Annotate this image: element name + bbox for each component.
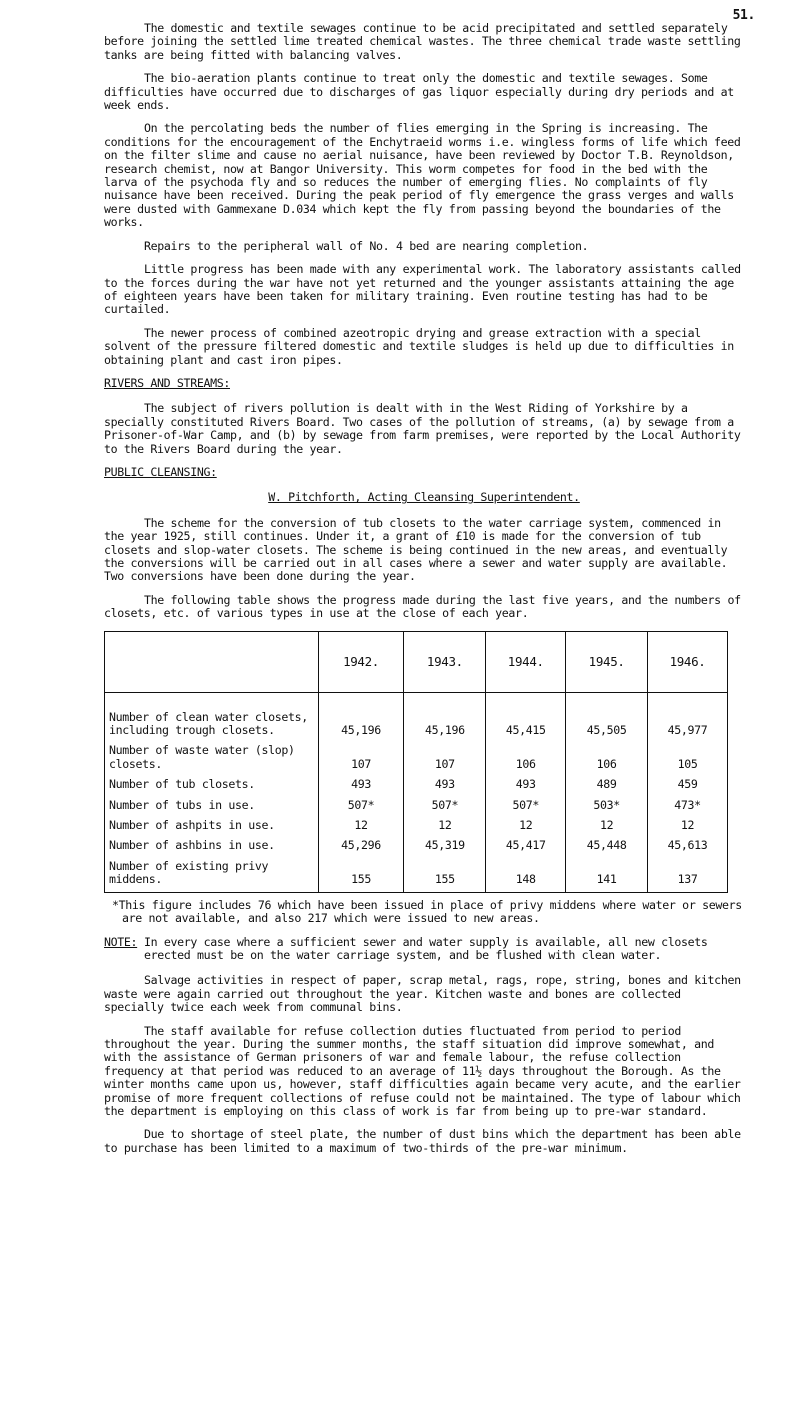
paragraph: On the percolating beds the number of flies emerging in the Spring is increasing. The conditions for the encouragement of the Enchytraeid worms i.e. wingless forms of life which feed on the filter slime and cause no aerial nuisance, have been reviewed by Doctor T.B. Reynoldson, research chemist, now at Bangor University. This worm competes for food in the bed with the larva of the psychoda fly and so reduces the number of emerging flies. No complaints of fly nuisance have been received. During the peak period of fly emergence the grass verges and walls were dusted with Gammexane D.034 which kept the fly from passing beyond the boundaries of the works. xyxy=(104,121,741,230)
table-cell: 148 xyxy=(486,858,566,892)
note-block xyxy=(104,936,744,963)
row-label: Number of tub closets. xyxy=(105,776,319,796)
table-header-label xyxy=(105,631,319,692)
table-header-year: 1945. xyxy=(566,631,648,692)
row-label: Number of existing privy middens. xyxy=(105,858,319,892)
paragraph: The scheme for the conversion of tub closets to the water carriage system, commenced in the year 1925, still continues. Under it, a grant of £10 is made for the conversion of tub closets and slop-water closets. The scheme is being continued in the new areas, and eventually the conversions will be carried out in all cases where a sewer and water supply are available. Two conversions have been done during the year. xyxy=(104,515,728,584)
paragraph: The bio-aeration plants continue to treat only the domestic and textile sewages. Some difficulties have occurred due to discharges of gas liquor especially during dry periods and at week ends. xyxy=(104,71,734,113)
table-cell: 155 xyxy=(318,858,404,892)
note-text: In every case where a sufficient sewer and water supply is available, all new closets erected must be on the water carriage system, and be flushed with clean water. xyxy=(144,934,708,962)
table-cell: 137 xyxy=(648,858,728,892)
table-cell: 45,296 xyxy=(318,837,404,857)
table-cell: 141 xyxy=(566,858,648,892)
row-label: Number of tubs in use. xyxy=(105,797,319,817)
table-row xyxy=(105,858,728,892)
table-cell: 45,505 xyxy=(566,692,648,742)
cleansing-superintendent: W. Pitchforth, Acting Cleansing Superintendent. xyxy=(268,490,580,505)
table-cell: 45,977 xyxy=(648,692,728,742)
table-cell: 507* xyxy=(486,797,566,817)
table-cell: 507* xyxy=(404,797,486,817)
table-cell: 507* xyxy=(318,797,404,817)
table-cell: 12 xyxy=(648,817,728,837)
table-header-year: 1943. xyxy=(404,631,486,692)
table-cell: 12 xyxy=(566,817,648,837)
table-cell: 155 xyxy=(404,858,486,892)
table-cell: 473* xyxy=(648,797,728,817)
page-number: 51. xyxy=(732,8,755,23)
table-header-year: 1942. xyxy=(318,631,404,692)
table-cell: 45,448 xyxy=(566,837,648,857)
paragraph: The domestic and textile sewages continue to be acid precipitated and settled separately before joining the settled lime treated chemical wastes. The three chemical trade waste settling tanks are being fitted with balancing valves. xyxy=(104,21,741,62)
table-cell: 503* xyxy=(566,797,648,817)
table-cell: 493 xyxy=(404,776,486,796)
table-header-year: 1944. xyxy=(486,631,566,692)
table-cell: 12 xyxy=(404,817,486,837)
section-heading-cleansing: PUBLIC CLEANSING: xyxy=(104,464,217,479)
table-cell: 106 xyxy=(566,742,648,776)
paragraph: The following table shows the progress made during the last five years, and the numbers of closets, etc. of various types in use at the close of each year. xyxy=(104,592,741,621)
table-cell: 45,415 xyxy=(486,692,566,742)
row-label: Number of clean water closets, including trough closets. xyxy=(105,692,319,742)
paragraph: The newer process of combined azeotropic drying and grease extraction with a special solvent of the pressure filtered domestic and textile sludges is held up due to difficulties in obtaining plant and cast iron pipes. xyxy=(104,325,734,367)
table-row xyxy=(105,742,728,776)
paragraph: Due to shortage of steel plate, the number of dust bins which the department has been able to purchase has been limited to a maximum of two-thirds of the pre-war minimum. xyxy=(104,1127,741,1155)
table-row xyxy=(105,837,728,857)
table-cell: 489 xyxy=(566,776,648,796)
table-cell: 493 xyxy=(318,776,404,796)
table-row xyxy=(105,776,728,796)
table-row xyxy=(105,817,728,837)
paragraph: Salvage activities in respect of paper, scrap metal, rags, rope, string, bones and kitchen waste were again carried out throughout the year. Kitchen waste and bones are collected specially twice each week from communal bins. xyxy=(104,973,741,1015)
paragraph: The subject of rivers pollution is dealt with in the West Riding of Yorkshire by a specially constituted Rivers Board. Two cases of the pollution of streams, (a) by sewage from a Prisoner-of-War Camp, and (b) by sewage from farm premises, were reported by the Local Authority to the Rivers Board during the year. xyxy=(104,401,741,456)
row-label: Number of waste water (slop) closets. xyxy=(105,742,319,776)
table-cell: 459 xyxy=(648,776,728,796)
paragraph: Repairs to the peripheral wall of No. 4 bed are nearing completion. xyxy=(144,238,589,253)
table-cell: 12 xyxy=(318,817,404,837)
table-cell: 45,196 xyxy=(404,692,486,742)
table-cell: 45,196 xyxy=(318,692,404,742)
table-cell: 107 xyxy=(318,742,404,776)
table-cell: 45,319 xyxy=(404,837,486,857)
table-header-row xyxy=(105,631,728,692)
table-cell: 105 xyxy=(648,742,728,776)
table-header-year: 1946. xyxy=(648,631,728,692)
section-heading-rivers: RIVERS AND STREAMS: xyxy=(104,375,230,390)
row-label: Number of ashbins in use. xyxy=(105,837,319,857)
table-cell: 45,417 xyxy=(486,837,566,857)
paragraph: The staff available for refuse collection duties fluctuated from period to period throughout the year. During the summer months, the staff situation did improve somewhat, and with the assistance of German prisoners of war and female labour, the refuse collection frequency at that period was reduced to an average of 11½ days throughout the Borough. As the winter months came upon us, however, staff difficulties again became very acute, and the earlier promise of more frequent collections of refuse could not be maintained. The type of labour which the department is employing on this class of work is far from being up to pre-war standard. xyxy=(104,1023,741,1118)
document-body xyxy=(104,22,744,1165)
table-cell: 12 xyxy=(486,817,566,837)
paragraph: Little progress has been made with any experimental work. The laboratory assistants called to the forces during the war have not yet returned and the younger assistants attaining the age of eighteen years have been taken for military training. Even routine testing has had to be curtailed. xyxy=(104,262,741,317)
table-row xyxy=(105,797,728,817)
table-cell: 493 xyxy=(486,776,566,796)
closets-table xyxy=(104,631,728,893)
table-footnote: *This figure includes 76 which have been issued in place of privy middens where water or sewers are not available, and also 217 which were issued to new areas. xyxy=(112,897,742,926)
table-cell: 106 xyxy=(486,742,566,776)
table-cell: 107 xyxy=(404,742,486,776)
table-row xyxy=(105,692,728,742)
note-label: NOTE: xyxy=(104,934,138,949)
row-label: Number of ashpits in use. xyxy=(105,817,319,837)
table-cell: 45,613 xyxy=(648,837,728,857)
